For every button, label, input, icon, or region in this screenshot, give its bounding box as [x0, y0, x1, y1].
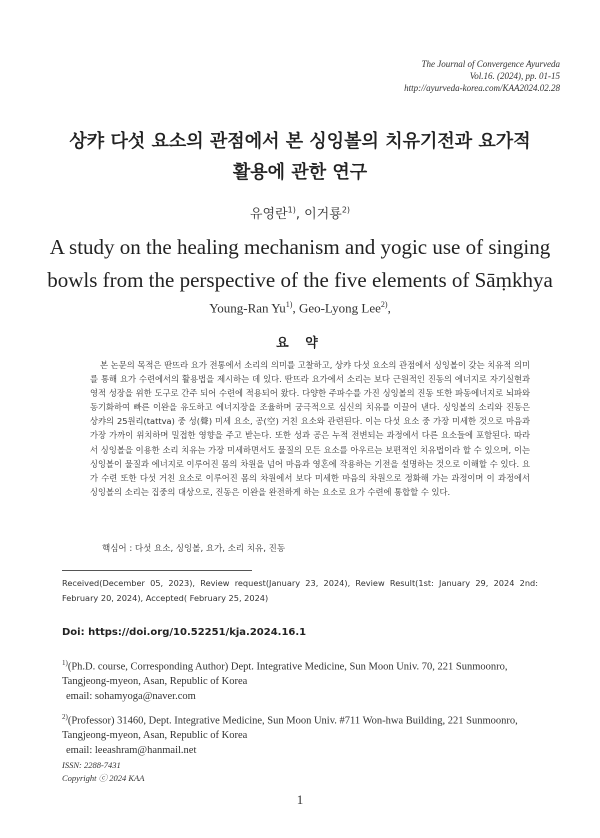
journal-header [404, 58, 560, 94]
english-authors [40, 300, 560, 316]
korean-title [40, 126, 560, 188]
author-1-ko: 유영란 [249, 207, 288, 222]
journal-volume: Vol.16. (2024), pp. 01-15 [469, 71, 560, 81]
affiliation-1-address: (Ph.D. course, Corresponding Author) Dept. Integrative Medicine, Sun Moon Univ. 70, 221 Sunmoonro, Tangjeong-myeon, Asan, Republic of Korea [62, 661, 508, 687]
affiliation-2-address: (Professor) 31460, Dept. Integrative Medicine, Sun Moon Univ. #711 Won-hwa Building, 221 Sunmoonro, Tangjeong-myeon, Asan, Republic of Korea [62, 715, 518, 741]
english-title-line-2: bowls from the perspective of the five elements of Sāṃkhya [47, 268, 553, 292]
korean-authors [40, 203, 560, 222]
affiliation-2-mark: 2) [62, 713, 68, 721]
author-1-ko-mark: 1) [287, 205, 296, 215]
footnote-divider [62, 570, 252, 571]
author-2-en-mark: 2) [380, 300, 388, 309]
korean-title-line-2: 활용에 관한 연구 [232, 162, 368, 183]
issn-block [62, 759, 144, 784]
english-title [40, 231, 560, 297]
author-separator-ko: , [295, 207, 305, 222]
journal-name: The Journal of Convergence Ayurveda [421, 59, 560, 69]
affiliation-1-mark: 1) [62, 659, 68, 667]
keywords: 핵심어 : 다섯 요소, 싱잉볼, 요가, 소리 치유, 진동 [102, 544, 286, 554]
affiliation-1-email[interactable]: email: sohamyoga@naver.com [66, 690, 196, 702]
author-1-en: Young-Ran Yu [209, 300, 286, 316]
affiliation-2 [62, 710, 538, 758]
author-1-en-mark: 1) [285, 300, 293, 309]
author-2-ko: 이거룡 [304, 207, 342, 222]
abstract-body: 본 논문의 목적은 딴뜨라 요가 전통에서 소리의 의미를 고찰하고, 상캬 다섯 요소의 관점에서 싱잉볼이 갖는 치유적 의미를 통해 요가 수련에서의 활용법을 제시하는 데 있다. 딴뜨라 요가에서 소리는 보다 근원적인 진동의 에너지로 자기실현과 영적 성장을 위한 도구로 간주 되어 수련에 적용되어 왔다. 다양한 주파수를 가진 싱잉볼의 진동 또한 파동에너지로 뇌파와 동기화하여 빠른 이완을 유도하고 에너지장을 조율하며 궁극적으로 심신의 치유를 이끌어 낸다. 싱잉볼의 소리와 진동은 상캬의 25원리(tattva) 중 성(聲) 미세 요소, 공(空) 거친 요소와 관련된다. 이는 다섯 요소 중 가장 미세한 것으로 마음과 가장 가까이 위치하며 밀접한 영향을 주고 받는다. 또한 성과 공은 누적 전변되는 과정에서 다른 요소들에 포함된다. 따라서 싱잉볼을 이용한 소리 치유는 가장 미세하면서도 물질의 모든 요소를 아우르는 보편적인 치유법이라 할 수 있으며, 이는 싱잉볼이 물질과 에너지로 이루어진 몸의 차원을 넘어 마음과 영혼에 작용하는 기전을 설명하는 것으로 이해할 수 있다. 요가 수련 또한 다섯 거친 요소로 이루어진 몸의 차원에서 보다 미세한 마음의 차원으로 정화해 가는 과정이며 이 과정에서 싱잉볼의 소리는 집중의 대상으로, 진동은 이완을 완전하게 하는 요소로 요가 수련에 통합할 수 있다. [90, 360, 530, 497]
english-title-line-1: A study on the healing mechanism and yogic use of singing [49, 235, 551, 259]
abstract-heading: 요 약 [276, 336, 324, 351]
doi-link[interactable]: Doi: https://doi.org/10.52251/kja.2024.16.1 [62, 627, 307, 638]
author-trailing-comma: , [387, 300, 391, 316]
korean-title-line-1: 상캬 다섯 요소의 관점에서 본 싱잉볼의 치유기전과 요가적 [69, 131, 531, 152]
journal-url[interactable]: http://ayurveda-korea.com/KAA2024.02.28 [404, 83, 560, 93]
affiliation-1 [62, 656, 538, 704]
affiliation-2-text [62, 710, 538, 744]
page-number: 1 [296, 792, 304, 807]
issn: ISSN: 2288-7431 [62, 760, 121, 770]
copyright: Copyright ⓒ 2024 KAA [62, 772, 145, 783]
received-dates: Received(December 05, 2023), Review request(January 23, 2024), Review Result(1st: January 29, 2024 2nd: February 20, 2024), Accepted( February 25, 2024) [62, 578, 538, 603]
author-separator-en: , [292, 300, 299, 316]
affiliation-2-email[interactable]: email: leeashram@hanmail.net [66, 744, 197, 756]
affiliation-1-text [62, 656, 538, 690]
author-2-ko-mark: 2) [341, 205, 351, 215]
author-2-en: Geo-Lyong Lee [298, 300, 381, 316]
